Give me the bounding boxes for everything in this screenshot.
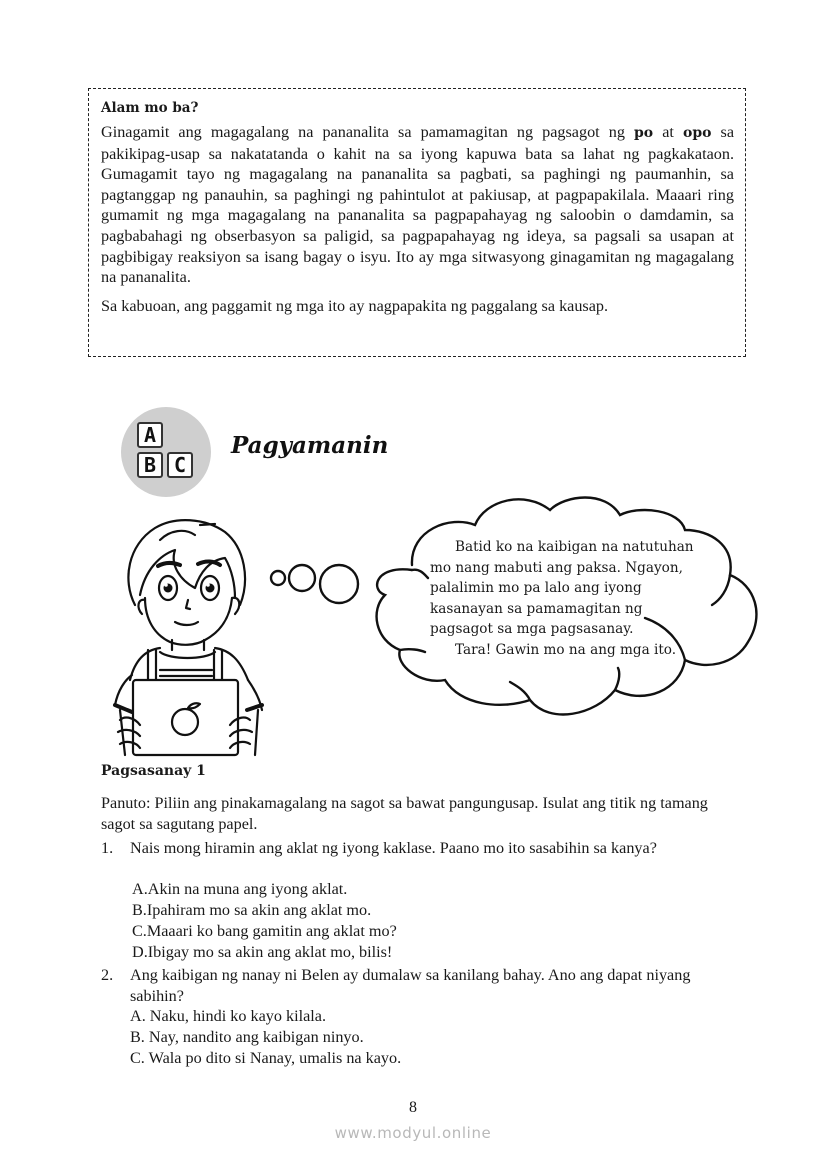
text-span: at [653, 123, 683, 141]
option-letter: A. [132, 880, 148, 898]
option-letter: D. [132, 943, 148, 961]
question-number: 1. [101, 839, 114, 857]
thought-bubble-medium-icon [289, 565, 315, 591]
thought-bubble-large-icon [320, 565, 358, 603]
option-letter: B. [130, 1028, 145, 1046]
bold-opo: opo [682, 125, 712, 141]
text-span: sa pakikipag-usap sa nakatatanda o kahit na sa iyong kapuwa bata sa lahat ng pagkakataon. Gumagamit tayo ng magagalang na pananalita sa pagbati, sa paghingi ng paumanhin, sa pagtanggap ng panauhin, sa paghingi ng pahintulot at pakiusap, at pagpapakilala. Maaari ring gumamit ng mga magagalang na pananalita sa pagpapahayag ng saloobin o damdamin, sa pagbabahagi ng obserbasyon sa paligid, sa pagpapahayag ng ideya, sa pagsali sa usapan at pagbibigay reaksiyon sa isang bagay o isyu. Ito ay mga sitwasyong ginagamitan ng magagalang na pananalita. [101, 123, 735, 287]
cloud-message-main: Batid ko na kaibigan na natutuhan mo nang mabuti ang paksa. Ngayon, palalimin mo pa lalo ang iyong kasanayan sa pamamagitan ng pagsagot sa mga pagsasanay. [430, 539, 694, 638]
option-letter: A. [130, 1007, 146, 1025]
option-d[interactable] [132, 942, 392, 963]
option-text: Ibigay mo sa akin ang aklat mo, bilis! [147, 943, 393, 961]
question-1 [101, 838, 741, 963]
exercise-title: Pagsasanay 1 [101, 763, 206, 779]
option-text: Wala po dito si Nanay, umalis na kayo. [148, 1049, 402, 1067]
cloud-message-cta: Tara! Gawin mo na ang mga ito. [455, 641, 677, 658]
question-number: 2. [101, 966, 114, 984]
option-text: Maaari ko bang gamitin ang aklat mo? [146, 922, 397, 940]
option-a[interactable] [132, 879, 347, 900]
section-title: Pagyamanin [231, 432, 389, 459]
boy-with-tablet-illustration [100, 510, 275, 760]
did-you-know-title: Alam mo ba? [101, 100, 199, 116]
did-you-know-paragraph [101, 122, 734, 288]
cloud-message [430, 537, 700, 661]
block-b-icon: B [137, 452, 163, 478]
bold-po: po [634, 125, 654, 141]
option-text: Naku, hindi ko kayo kilala. [149, 1007, 327, 1025]
exercise-instructions: Panuto: Piliin ang pinakamagalang na sagot sa bawat pangungusap. Isulat ang titik ng tamang sagot sa sagutang papel. [101, 794, 708, 833]
option-letter: C. [130, 1049, 145, 1067]
did-you-know-box [88, 88, 746, 357]
watermark: www.modyul.online [334, 1124, 492, 1142]
option-text: Ipahiram mo sa akin ang aklat mo. [146, 901, 372, 919]
question-2 [101, 965, 741, 1070]
option-a[interactable] [130, 1006, 326, 1027]
option-b[interactable] [130, 1027, 364, 1048]
thought-bubble-small-icon [271, 571, 285, 585]
option-text: Nay, nandito ang kaibigan ninyo. [148, 1028, 364, 1046]
option-c[interactable] [130, 1048, 401, 1069]
option-letter: B. [132, 901, 147, 919]
text-span: Ginagamit ang magagalang na pananalita sa pamamagitan ng pagsagot ng [101, 123, 635, 141]
block-c-icon: C [167, 452, 193, 478]
option-b[interactable] [132, 900, 371, 921]
did-you-know-summary: Sa kabuoan, ang paggamit ng mga ito ay nagpapakita ng paggalang sa kausap. [101, 296, 609, 315]
option-text: Akin na muna ang iyong aklat. [147, 880, 348, 898]
option-c[interactable] [132, 921, 397, 942]
abc-blocks-icon [121, 407, 211, 497]
question-stem: Nais mong hiramin ang aklat ng iyong kaklase. Paano mo ito sasabihin sa kanya? [130, 839, 657, 857]
question-stem: Ang kaibigan ng nanay ni Belen ay dumalaw sa kanilang bahay. Ano ang dapat niyang sabihin? [130, 966, 691, 1005]
block-a-icon: A [137, 422, 163, 448]
option-letter: C. [132, 922, 147, 940]
page-number: 8 [409, 1099, 417, 1116]
